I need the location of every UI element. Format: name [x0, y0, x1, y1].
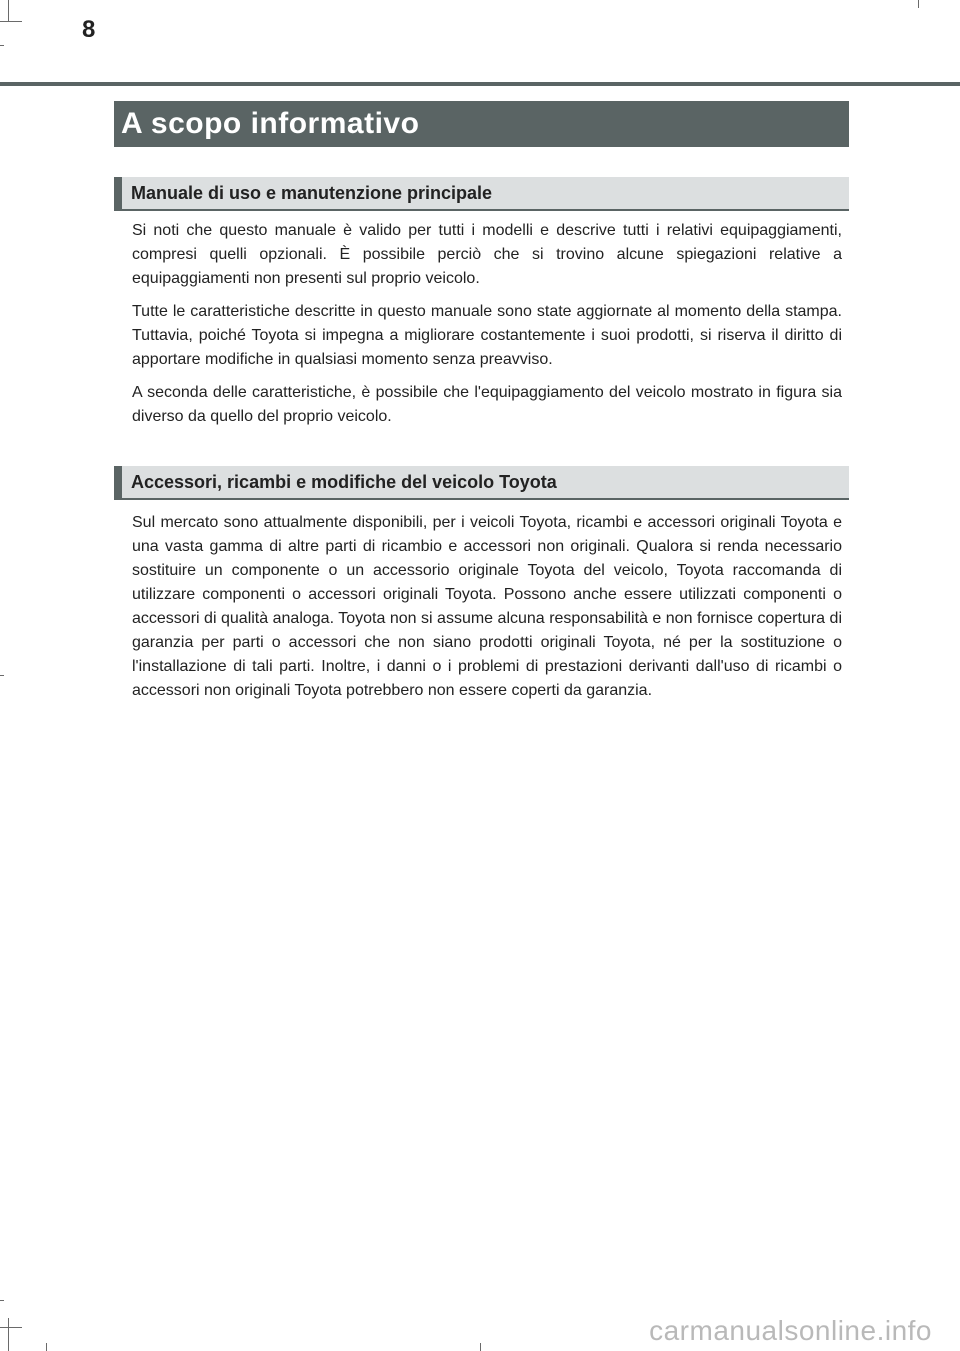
paragraph: A seconda delle caratteristiche, è possibile che l'equipaggiamento del veicolo mostrato in figura sia diverso da quello del proprio veicolo.	[132, 384, 842, 425]
page-number: 8	[82, 16, 96, 43]
header-rule	[0, 82, 960, 86]
crop-mark	[0, 1300, 4, 1301]
section-body-manuale	[132, 219, 842, 438]
section-heading-accessori: Accessori, ricambi e modifiche del veicolo Toyota	[114, 466, 849, 500]
crop-mark	[480, 1343, 481, 1351]
crop-mark	[918, 0, 919, 8]
section-body-accessori	[132, 511, 842, 712]
crop-mark	[0, 675, 4, 676]
crop-mark	[0, 21, 22, 22]
crop-mark	[8, 1318, 9, 1351]
paragraph: Sul mercato sono attualmente disponibili, per i veicoli Toyota, ricambi e accessori originali Toyota e una vasta gamma di altre parti di ricambio e accessori non originali. Qualora si renda necessario sostituire un componente o un accessorio originale Toyota del veicolo, Toyota raccomanda di utilizzare componenti o accessori originali Toyota. Possono anche essere utilizzati componenti o accessori di qualità analoga. Toyota non si assume alcuna responsabilità e non fornisce copertura di garanzia per parti o accessori che non siano prodotti originali Toyota, né per la sostituzione o l'installazione di tali parti. Inoltre, i danni o i problemi di prestazioni derivanti dall'uso di ricambi o accessori non originali Toyota potrebbero non essere coperti da garanzia.	[132, 514, 842, 699]
paragraph: Si noti che questo manuale è valido per tutti i modelli e descrive tutti i relativi equipaggiamenti, compresi quelli opzionali. È possibile perciò che si trovino alcune spiegazioni relative a equipaggiamenti non presenti sul proprio veicolo.	[132, 222, 842, 287]
section-heading-manuale: Manuale di uso e manutenzione principale	[114, 177, 849, 211]
page-title: A scopo informativo	[114, 101, 849, 147]
crop-mark	[8, 0, 9, 22]
crop-mark	[0, 45, 4, 46]
crop-mark	[46, 1343, 47, 1351]
watermark: carmanualsonline.info	[649, 1315, 932, 1346]
paragraph: Tutte le caratteristiche descritte in questo manuale sono state aggiornate al momento della stampa. Tuttavia, poiché Toyota si impegna a migliorare costantemente i suoi prodotti, si riserva il diritto di apportare modifiche in qualsiasi momento senza preavviso.	[132, 303, 842, 368]
crop-mark	[0, 1327, 22, 1328]
